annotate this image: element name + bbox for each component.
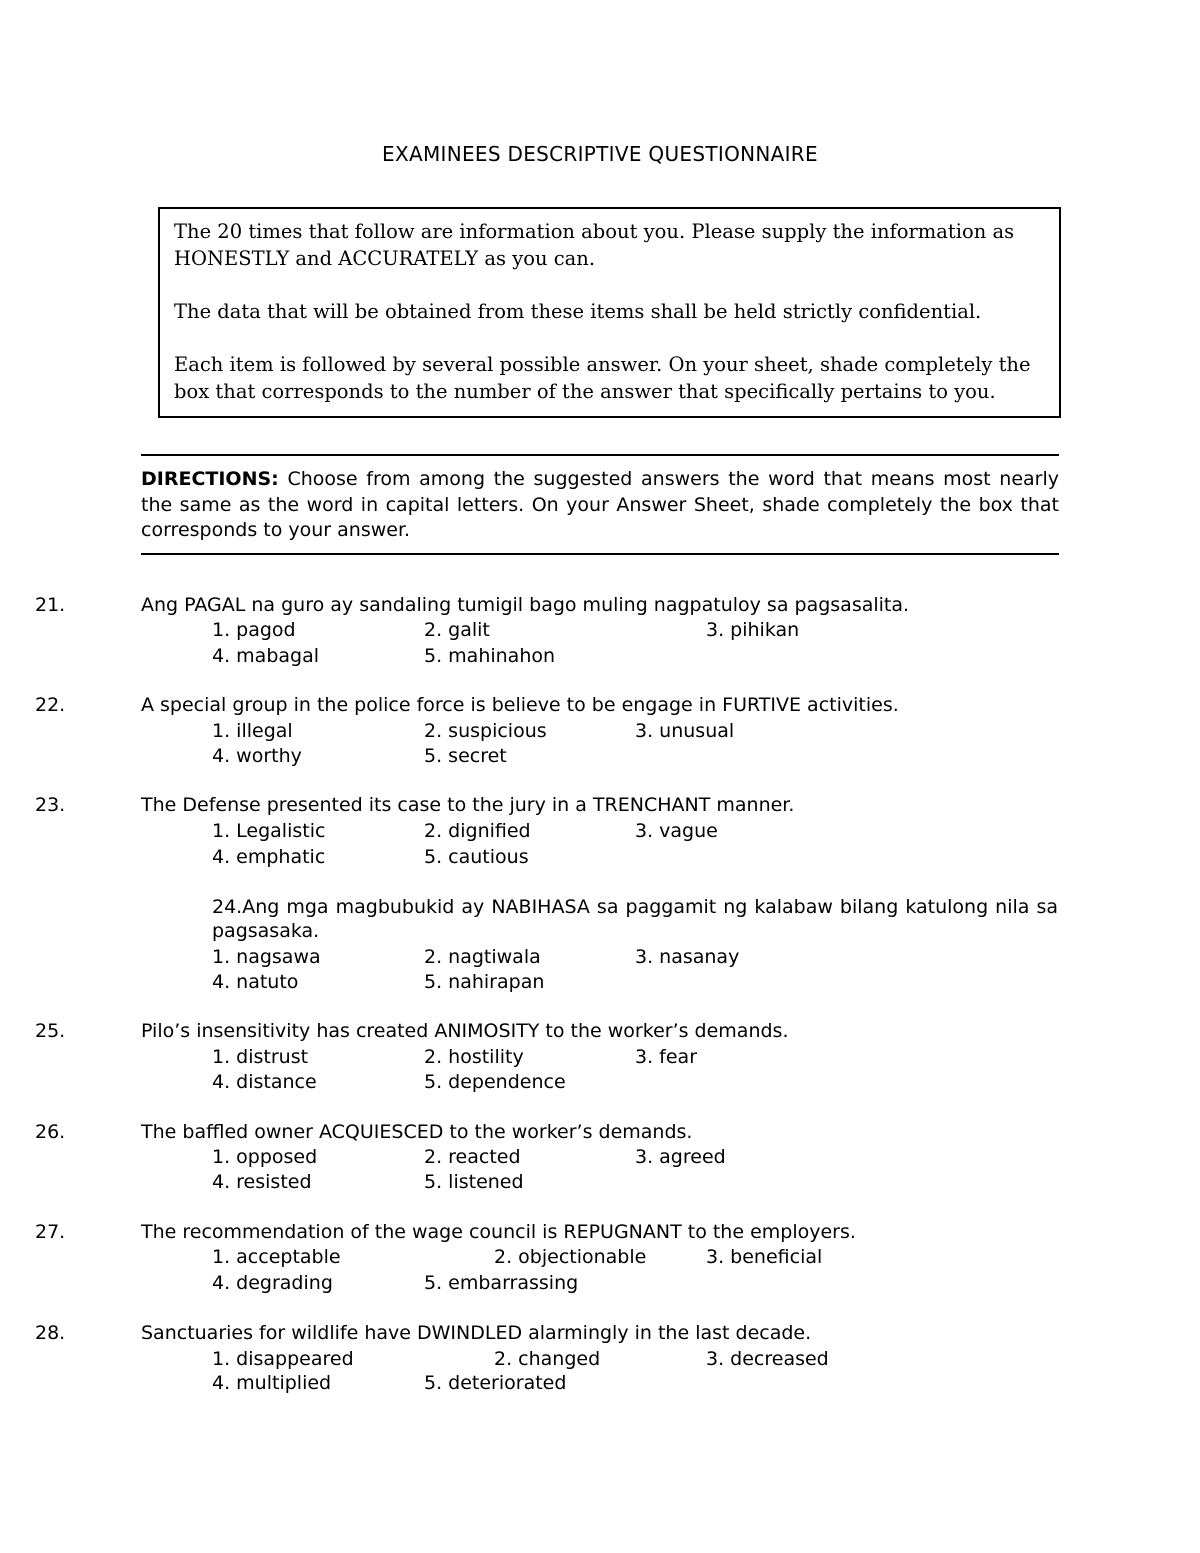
answer-option: 5. embarrassing bbox=[424, 1272, 579, 1294]
directions-bottom-rule bbox=[141, 553, 1059, 555]
question-text: A special group in the police force is believe to be engage in FURTIVE activities. bbox=[141, 694, 899, 716]
answer-option: 5. dependence bbox=[424, 1071, 566, 1093]
info-paragraph-1: The 20 times that follow are information about you. Please supply the information as HONESTLY and ACCURATELY as you can. bbox=[174, 220, 1015, 270]
directions-text: Choose from among the suggested answers the word that means most nearly the same as the word in capital letters. On your Answer Sheet, shade completely the box that corresponds to your answer. bbox=[141, 468, 1059, 541]
answer-option: 2. suspicious bbox=[424, 720, 547, 742]
question-text: The recommendation of the wage council is REPUGNANT to the employers. bbox=[141, 1221, 856, 1243]
answer-option: 1. pagod bbox=[212, 619, 296, 641]
answer-option: 1. disappeared bbox=[212, 1348, 354, 1370]
question-number: 26. bbox=[35, 1121, 66, 1143]
answer-option: 3. vague bbox=[635, 820, 718, 842]
answer-option: 2. dignified bbox=[424, 820, 531, 842]
information-box bbox=[158, 207, 1061, 418]
answer-option: 3. beneficial bbox=[706, 1246, 823, 1268]
page-title: EXAMINEES DESCRIPTIVE QUESTIONNAIRE bbox=[382, 142, 818, 166]
answer-option: 5. secret bbox=[424, 745, 507, 767]
answer-option: 5. nahirapan bbox=[424, 971, 545, 993]
question-number: 28. bbox=[35, 1322, 66, 1344]
answer-option: 4. multiplied bbox=[212, 1372, 332, 1394]
directions-block bbox=[141, 467, 1059, 544]
answer-option: 3. decreased bbox=[706, 1348, 829, 1370]
answer-option: 2. hostility bbox=[424, 1046, 524, 1068]
answer-option: 1. Legalistic bbox=[212, 820, 326, 842]
question-text: The Defense presented its case to the jury in a TRENCHANT manner. bbox=[141, 794, 795, 816]
answer-option: 2. galit bbox=[424, 619, 490, 641]
answer-option: 1. illegal bbox=[212, 720, 293, 742]
answer-option: 1. acceptable bbox=[212, 1246, 341, 1268]
answer-option: 4. resisted bbox=[212, 1171, 312, 1193]
answer-option: 4. natuto bbox=[212, 971, 299, 993]
answer-option: 4. distance bbox=[212, 1071, 317, 1093]
answer-option: 5. mahinahon bbox=[424, 645, 556, 667]
question-text: 24.Ang mga magbubukid ay NABIHASA sa paggamit ng kalabaw bilang katulong nila sa pagsasaka. bbox=[212, 896, 1058, 942]
answer-option: 3. fear bbox=[635, 1046, 698, 1068]
answer-option: 3. agreed bbox=[635, 1146, 726, 1168]
answer-option: 4. degrading bbox=[212, 1272, 333, 1294]
info-paragraph-3: Each item is followed by several possible answer. On your sheet, shade completely the box that corresponds to the number of the answer that specifically pertains to you. bbox=[174, 353, 1031, 403]
answer-option: 3. nasanay bbox=[635, 946, 740, 968]
directions-label: DIRECTIONS: bbox=[141, 468, 279, 490]
question-text: Ang PAGAL na guro ay sandaling tumigil bago muling nagpatuloy sa pagsasalita. bbox=[141, 594, 910, 616]
question-text: The baffled owner ACQUIESCED to the worker’s demands. bbox=[141, 1121, 693, 1143]
answer-option: 2. objectionable bbox=[494, 1246, 647, 1268]
answer-option: 1. distrust bbox=[212, 1046, 309, 1068]
question-text: Sanctuaries for wildlife have DWINDLED alarmingly in the last decade. bbox=[141, 1322, 812, 1344]
answer-option: 2. reacted bbox=[424, 1146, 521, 1168]
answer-option: 4. mabagal bbox=[212, 645, 320, 667]
question-number: 25. bbox=[35, 1020, 66, 1042]
answer-option: 2. nagtiwala bbox=[424, 946, 541, 968]
question-text: Pilo’s insensitivity has created ANIMOSITY to the worker’s demands. bbox=[141, 1020, 789, 1042]
answer-option: 4. worthy bbox=[212, 745, 302, 767]
question-number: 27. bbox=[35, 1221, 66, 1243]
answer-option: 5. deteriorated bbox=[424, 1372, 567, 1394]
answer-option: 2. changed bbox=[494, 1348, 601, 1370]
answer-option: 4. emphatic bbox=[212, 846, 326, 868]
answer-option: 3. unusual bbox=[635, 720, 735, 742]
directions-top-rule bbox=[141, 454, 1059, 456]
question-number: 23. bbox=[35, 794, 66, 816]
answer-option: 1. nagsawa bbox=[212, 946, 321, 968]
info-paragraph-2: The data that will be obtained from these items shall be held strictly confidential. bbox=[174, 300, 982, 323]
question-number: 22. bbox=[35, 694, 66, 716]
answer-option: 5. cautious bbox=[424, 846, 529, 868]
answer-option: 3. pihikan bbox=[706, 619, 800, 641]
question-number: 21. bbox=[35, 594, 66, 616]
answer-option: 5. listened bbox=[424, 1171, 524, 1193]
answer-option: 1. opposed bbox=[212, 1146, 318, 1168]
